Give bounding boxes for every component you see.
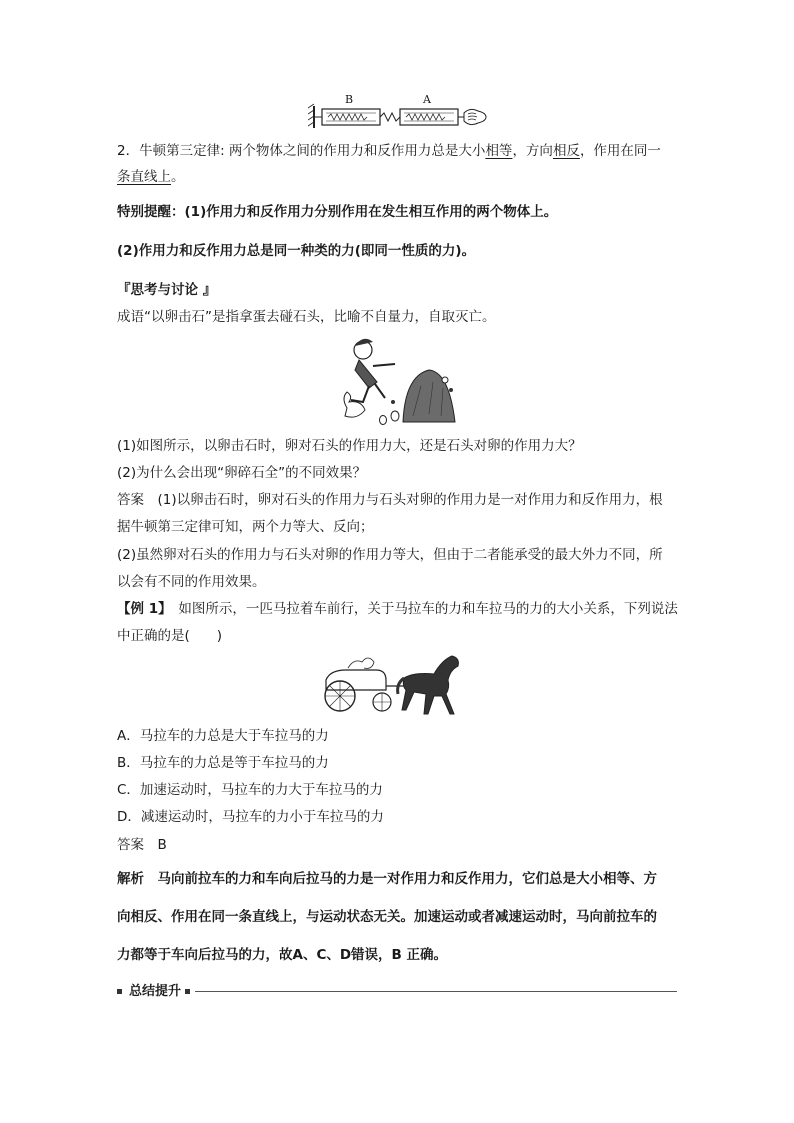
discussion-answer-line-2: 据牛顿第三定律可知，两个力等大、反向； [117,519,374,535]
third-law-line-2 [117,168,185,186]
scale-b-label: B [345,93,354,106]
third-law-mid: ，方向 [512,143,553,159]
question-2: (2)为什么会出现“卵碎石全”的不同效果？ [117,465,367,481]
discussion-answer-line-1: 答案 (1)以卵击石时，卵对石头的作用力与石头对卵的作用力是一对作用力和反作用力，根 [117,492,663,508]
analysis-line-1: 解析 马向前拉车的力和车向后拉马的力是一对作用力和反作用力，它们总是大小相等、方 [117,871,657,887]
third-law-prefix: 2．牛顿第三定律: 两个物体之间的作用力和反作用力总是大小 [117,143,486,159]
option-a: A．马拉车的力总是大于车拉马的力 [117,728,329,744]
discussion-intro: 成语“以卵击石”是指拿蛋去碰石头，比喻不自量力，自取灭亡。 [117,309,496,325]
third-law-suffix: ，作用在同一 [579,143,661,159]
third-law-opposite: 相反 [552,143,580,159]
spring-scales-figure [308,92,488,132]
third-law-line-1 [117,142,661,160]
discussion-heading: 『思考与讨论 』 [117,282,217,298]
third-law-end: 。 [171,169,185,185]
discussion-answer-line-4: 以会有不同的作用效果。 [117,574,266,590]
summary-divider [117,983,677,1001]
question-1: (1)如图所示，以卵击石时，卵对石头的作用力大，还是石头对卵的作用力大？ [117,438,582,454]
special-tip-1: 特别提醒：(1)作用力和反作用力分别作用在发生相互作用的两个物体上。 [117,204,558,220]
analysis-line-2: 向相反、作用在同一条直线上，与运动状态无关。加速运动或者减速运动时，马向前拉车的 [117,909,657,925]
scale-a-label: A [423,93,431,106]
third-law-same-line: 条直线上 [117,169,171,185]
discussion-answer-line-3: (2)虽然卵对石头的作用力与石头对卵的作用力等大，但由于二者能承受的最大外力不同，所 [117,547,663,563]
summary-right-square [185,989,190,994]
example-stem-text: 如图所示，一匹马拉着车前行，关于马拉车的力和车拉马的力的大小关系，下列说法 [164,601,678,617]
example-answer: 答案 B [117,837,167,853]
option-c: C．加速运动时，马拉车的力大于车拉马的力 [117,782,383,798]
option-b: B．马拉车的力总是等于车拉马的力 [117,755,329,771]
example-tag: 【例 1】 [117,601,165,617]
example-stem-line-1 [117,600,678,618]
summary-rule [195,991,677,992]
egg-stone-illustration [333,336,463,428]
third-law-equal: 相等 [485,143,513,159]
example-stem-line-2: 中正确的是( ) [117,628,223,644]
summary-label: 总结提升 [129,984,182,999]
summary-left-square [117,989,122,994]
option-d: D．减速运动时，马拉车的力小于车拉马的力 [117,809,384,825]
analysis-line-3: 力都等于车向后拉马的力，故A、C、D错误，B 正确。 [117,947,448,963]
special-tip-2: (2)作用力和反作用力总是同一种类的力(即同一性质的力)。 [117,243,476,259]
horse-carriage-illustration [318,652,468,718]
